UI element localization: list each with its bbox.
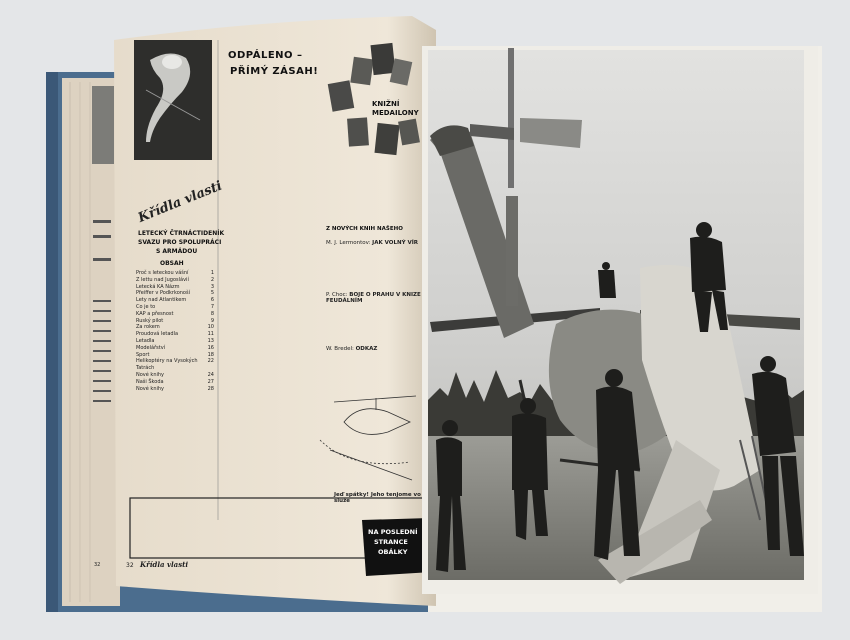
toc-item: Letecká KA Názm 3	[136, 283, 214, 290]
caption-bottom: Jeď spátky! Jeho tenjome vo služe	[334, 492, 421, 504]
toc-item: Nové knihy 24	[136, 371, 214, 378]
headline-line2: PŘÍMÝ ZÁSAH!	[230, 66, 319, 77]
toc-item: Sport 18	[136, 351, 214, 358]
toc-item: Pfeiffer v Podkrkonoší 5	[136, 290, 214, 297]
toc-item: Lety nad Atlantikem 6	[136, 297, 214, 304]
masthead: Křídla vlasti	[136, 178, 225, 226]
footer-page-number: 32	[126, 562, 134, 569]
toc-item: Naši Škoda 27	[136, 378, 214, 385]
toc-item: Co je to 7	[136, 303, 214, 310]
table-of-contents	[136, 270, 214, 392]
toc-item: Modelářství 16	[136, 344, 214, 351]
book-entry-1: M. J. Lermontov: JAK VOLNÝ VÍR	[326, 240, 419, 246]
toc-item: Proudová letadla 11	[136, 331, 214, 338]
book-medal-text: KNIŽNÍ MEDAILONY	[372, 100, 419, 117]
toc-item: Za rokem 10	[136, 324, 214, 331]
under-page-number: 32	[94, 562, 101, 568]
toc-item: Nové knihy 28	[136, 385, 214, 392]
toc-item: Ruský pilot 9	[136, 317, 214, 324]
badge-line-2: STRANCE	[374, 538, 408, 546]
toc-item: Z lettu nad Jugoslávií 2	[136, 276, 214, 283]
subtitle-line-3: S ARMÁDOU	[156, 248, 198, 255]
book-spine-edge	[46, 72, 58, 612]
left-page-text	[108, 14, 436, 608]
subtitle-line-2: SVAZU PRO SPOLUPRÁCI	[138, 239, 222, 246]
footer-masthead: Křídla vlasti	[140, 560, 189, 569]
toc-item: Helikoptéry na Vysokých Tatrách 22	[136, 358, 214, 372]
toc-item: KAP a přesnost 8	[136, 310, 214, 317]
section-heading: Z NOVÝCH KNIH NAŠEHO	[326, 226, 403, 232]
book-entry-3: W. Bredel: ODKAZ	[326, 346, 378, 352]
book-entry-2: P. Choc: BOJE O PRAHU V KNIZE FEUDÁLNÍM	[326, 292, 421, 304]
badge-line-3: OBÁLKY	[378, 548, 408, 556]
toc-item: Proč s leteckou vášní 1	[136, 270, 214, 276]
subtitle-line-1: LETECKÝ ČTRNÁCTIDENÍK	[138, 230, 225, 237]
toc-heading: OBSAH	[160, 260, 184, 267]
badge-line-1: NA POSLEDNÍ	[368, 528, 418, 536]
toc-item: Letadla 13	[136, 337, 214, 344]
headline-line1: ODPÁLENO –	[228, 50, 303, 61]
